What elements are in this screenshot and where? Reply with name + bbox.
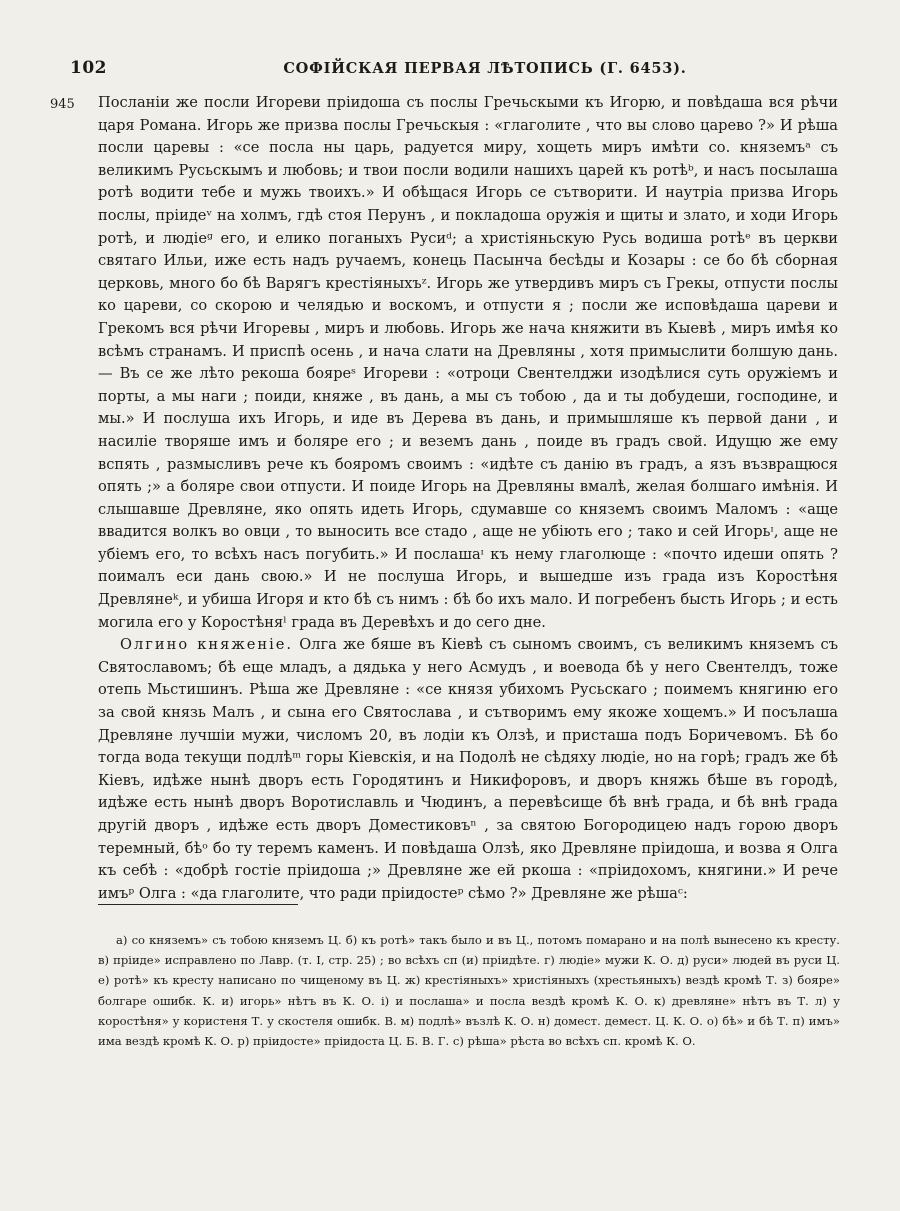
paragraph-text: Посланіи же посли Игореви пріидоша съ послы Гречьскыми къ Игорю, и повѣдаша вся рѣчи царя Романа. Игорь же призва послы Гречьскыя : «глаголите , что вы слово царево ?» И рѣша посли царевы : «се посла ны царь, радуется миру, хощеть миръ имѣти со. княземъᵃ съ великимъ Русьскымъ и любовь; и твои посли водили нашихъ царей къ ротѣᵇ, и насъ посылаша ротѣ водити тебе и мужь твоихъ.» И обѣщася Игорь се сътворити. И наутріа призва Игорь послы, пріидеᵛ на холмъ, гдѣ стоя Перунъ , и покладоша оружія и щиты и злато, и ходи Игорь ротѣ, и людіеᵍ его, и елико поганыхъ Русиᵈ; а христіяньскую Русь водиша ротѣᵉ въ церкви святаго Ильи, иже есть надъ ручаемъ, конець Пасынча бесѣды и Козары : се бо бѣ сборная церковь, много бо бѣ Варягъ крестіяныхъᶻ. Игорь же утвердивъ миръ съ Грекы, отпусти послы ко цареви, со скорою и челядью и воскомъ, и отпусти я ; посли же исповѣдаша цареви и Грекомъ вся рѣчи Игоревы , миръ и любовь. Игорь же нача княжити въ Кыевѣ , миръ имѣя ко всѣмъ странамъ. И приспѣ осень , и нача слати на Древляны , хотя примыслити болшую дань. — Въ се же лѣто рекоша бояреˢ Игореви : «отроци Свентелджи изодѣлися суть оружіемъ и порты, а мы наги ; поиди, княже , въ дань, а мы съ тобою , да и ты добудеши, господине, и мы.» И послуша ихъ Игорь, и иде въ Дерева въ дань, и примышляше къ первой дани , и насиліе творяше имъ и боляре его ; и веземъ дань , поиде въ градъ свой. Идущю же ему вспять , размысливъ рече къ бояромъ своимъ : «идѣте съ данію въ градъ, а язъ възвращюся опять ;» а боляре свои отпусти. И поиде Игорь на Древляны вмалѣ, желая болшаго имѣнія. И слышавше Древляне, яко опять идеть Игорь, сдумавше со княземъ своимъ Маломъ : «аще ввадится волкъ во овци , то выносить все стадо , аще не убіють его ; тако и сей Игорьᶦ, аще не убіемъ его, то всѣхъ насъ погубить.» И послашаᶦ къ нему глаголюще : «почто идеши опять ? поималъ еси дань свою.» И не послуша Игорь, и вышедше изъ града изъ Коростѣня Древлянеᵏ, и убиша Игоря и кто бѣ съ нимъ : бѣ бо ихъ мало. И погребенъ бысть Игорь ; и есть могила его у Коростѣняˡ града въ Деревѣхъ и до сего дне. — [98, 94, 838, 631]
paragraph — [98, 92, 838, 634]
paragraph — [98, 634, 838, 905]
footnotes: а) со княземъ» съ тобою княземъ Ц. б) къ ротѣ» такъ было и въ Ц., потомъ помарано и на полѣ вынесено къ кресту. в) пріиде» исправлено по Лавр. (т. I, стр. 25) ; во всѣхъ сп (и) пріидѣте. г) людіе» мужи К. О. д) руси» людей въ руси Ц. е) ротѣ» къ кресту написано по чищеному въ Ц. ж) крестіяныхъ» христіяныхъ (хрестьяныхъ) вездѣ кромѣ Т. з) бояре» болгаре ошибк. К. и) игорь» нѣтъ въ К. О. і) и послаша» и посла вездѣ кромѣ К. О. к) древляне» нѣтъ въ Т. л) у коростѣня» у користеня Т. у скостеля ошибк. В. м) подлѣ» възлѣ К. О. н) домест. демест. Ц. К. О. о) бѣ» и бѣ Т. п) имъ» има вездѣ кромѣ К. О. р) пріидосте» пріидоста Ц. Б. В. Г. с) рѣша» рѣста во всѣхъ сп. кромѣ К. О. — [98, 933, 840, 1049]
paragraph-text: Олга же бяше въ Кіевѣ съ сыномъ своимъ, съ великимъ княземъ съ Святославомъ; бѣ еще младъ, а дядька у него Асмудъ , и воевода бѣ у него Свентелдъ, тоже отепь Мьстишинъ. Рѣша же Древляне : «се князя убихомъ Русьскаго ; поимемъ княгиню его за свой князь Малъ , и сына его Святослава , и сътворимъ ему якоже хощемъ.» И посълаша Древляне лучшіи мужи, числомъ 20, въ лодіи къ Олзѣ, и присташа подъ Боричевомъ. Бѣ бо тогда вода текущи подлѣᵐ горы Кіевскія, и на Подолѣ не сѣдяху людіе, но на горѣ; градъ же бѣ Кіевъ, идѣже нынѣ дворъ есть Городятинъ и Никифоровъ, и дворъ княжь бѣше въ городѣ, идѣже есть нынѣ дворъ Воротиславль и Чюдинъ, а перевѣсище бѣ внѣ града, и бѣ внѣ града другій дворъ , идѣже есть дворъ Доместиковъⁿ , за святою Богородицею надъ горою дворъ теремный, бѣᵒ бо ту теремъ каменъ. И повѣдаша Олзѣ, яко Древляне пріидоша, и возва я Олга къ себѣ : «добрѣ гостіе пріидоша ;» Древляне же ей ркоша : «пріидохомъ, княгини.» И рече имъᵖ Олга : «да глаголите, что ради пріидостеᵖ сѣмо ?» Древляне же рѣшаᶜ: — [98, 636, 838, 902]
page-header — [70, 58, 840, 82]
main-text — [98, 92, 838, 905]
margin-year: 945 — [50, 97, 75, 112]
section-title: Олгино княженіе. — [120, 636, 294, 654]
footnote-divider — [98, 904, 298, 905]
page-number: 102 — [70, 58, 107, 78]
running-title: СОФІЙСКАЯ ПЕРВАЯ ЛѢТОПИСЬ (Г. 6453). — [283, 60, 687, 77]
